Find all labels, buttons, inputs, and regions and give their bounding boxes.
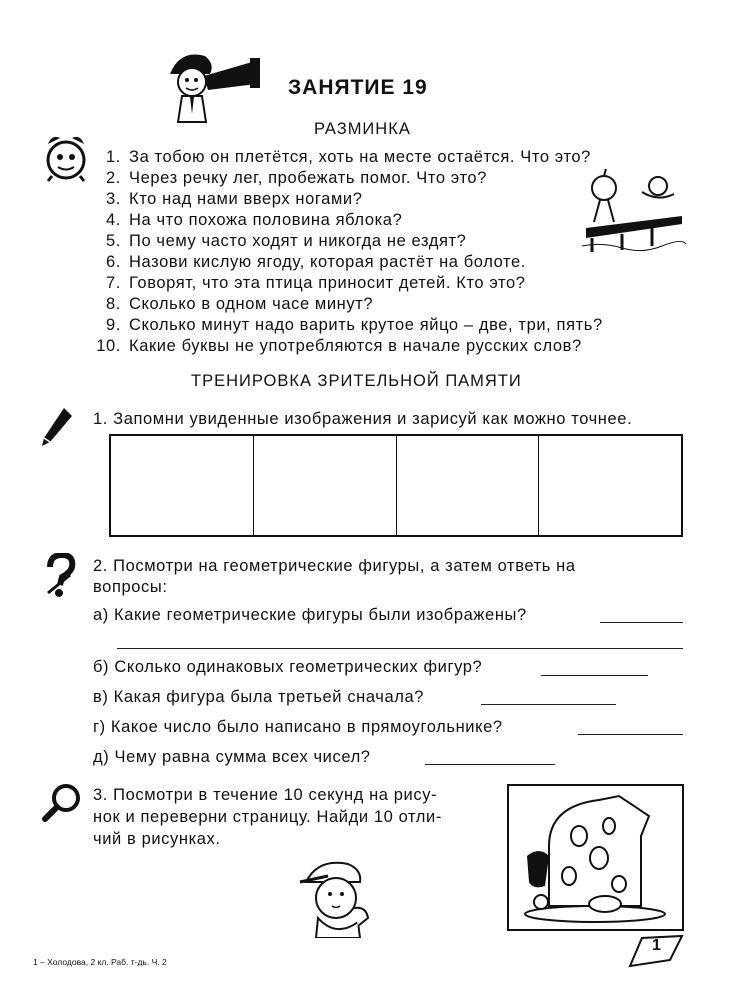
list-item: 5. По чему часто ходят и никогда не ездят? [106,232,467,250]
answer-line-a[interactable] [600,622,683,623]
question-b: б) Сколько одинаковых геометрических фигур? [93,658,483,676]
list-item: 8. Сколько в одном часе минут? [106,295,374,313]
footer-text: 1 – Холодова, 2 кл. Раб. т-дь. Ч. 2 [33,957,167,967]
question-g: г) Какое число было написано в прямоугольнике? [93,718,503,736]
task3-text-cont2: чий в рисунках. [93,830,221,848]
list-item: 2. Через речку лег, пробежать помог. Что это? [106,169,487,187]
page-title: ЗАНЯТИЕ 19 [288,76,428,99]
task2-text: 2. Посмотри на геометрические фигуры, а затем ответь на [93,557,576,575]
pencil-icon [40,406,74,448]
list-item: 3. Кто над нами вверх ногами? [106,190,363,208]
drawing-grid [109,434,683,537]
drawing-cell[interactable] [539,436,681,535]
telescope-boy-illustration [160,44,270,124]
answer-line-b[interactable] [541,675,648,676]
task3-text-cont: нок и переверни страницу. Найди 10 отли- [93,808,442,826]
list-item: 6. Назови кислую ягоду, которая растёт на болоте. [106,253,526,271]
alarm-clock-icon [42,130,90,182]
list-item: 4. На что похожа половина яблока? [106,211,403,229]
memory-heading: ТРЕНИРОВКА ЗРИТЕЛЬНОЙ ПАМЯТИ [191,372,522,390]
question-v: в) Какая фигура была третьей сначала? [93,688,425,706]
task2-text-cont: вопросы: [93,578,168,596]
warmup-heading: РАЗМИНКА [314,120,411,138]
answer-line-v[interactable] [481,704,616,705]
magnifier-icon [42,782,84,822]
list-item: 10. Какие буквы не употребляются в начале русских слов? [96,337,582,355]
list-item: 1. За тобою он плетётся, хоть на месте остаётся. Что это? [106,148,591,166]
question-mark-icon [40,553,80,597]
question-a: а) Какие геометрические фигуры были изображены? [93,606,527,624]
question-d: д) Чему равна сумма всех чисел? [93,748,371,766]
drawing-cell[interactable] [254,436,397,535]
answer-line-g[interactable] [578,734,683,735]
task1-text: 1. Запомни увиденные изображения и зарисуй как можно точнее. [93,410,633,428]
page-number: 1 [652,937,661,954]
answer-line-d[interactable] [425,764,555,765]
drawing-cell[interactable] [397,436,540,535]
drawing-cell[interactable] [111,436,254,535]
answer-line-a2[interactable] [117,648,683,649]
apple-bridge-illustration [582,166,686,256]
cheese-picture-frame [507,784,684,931]
list-item: 9. Сколько минут надо варить крутое яйцо – две, три, пять? [106,316,603,334]
task3-text: 3. Посмотри в течение 10 секунд на рису- [93,786,438,804]
list-item: 7. Говорят, что эта птица приносит детей. Кто это? [106,274,526,292]
boy-cap-illustration [288,852,378,938]
cheese-mouse-illustration [509,786,682,929]
